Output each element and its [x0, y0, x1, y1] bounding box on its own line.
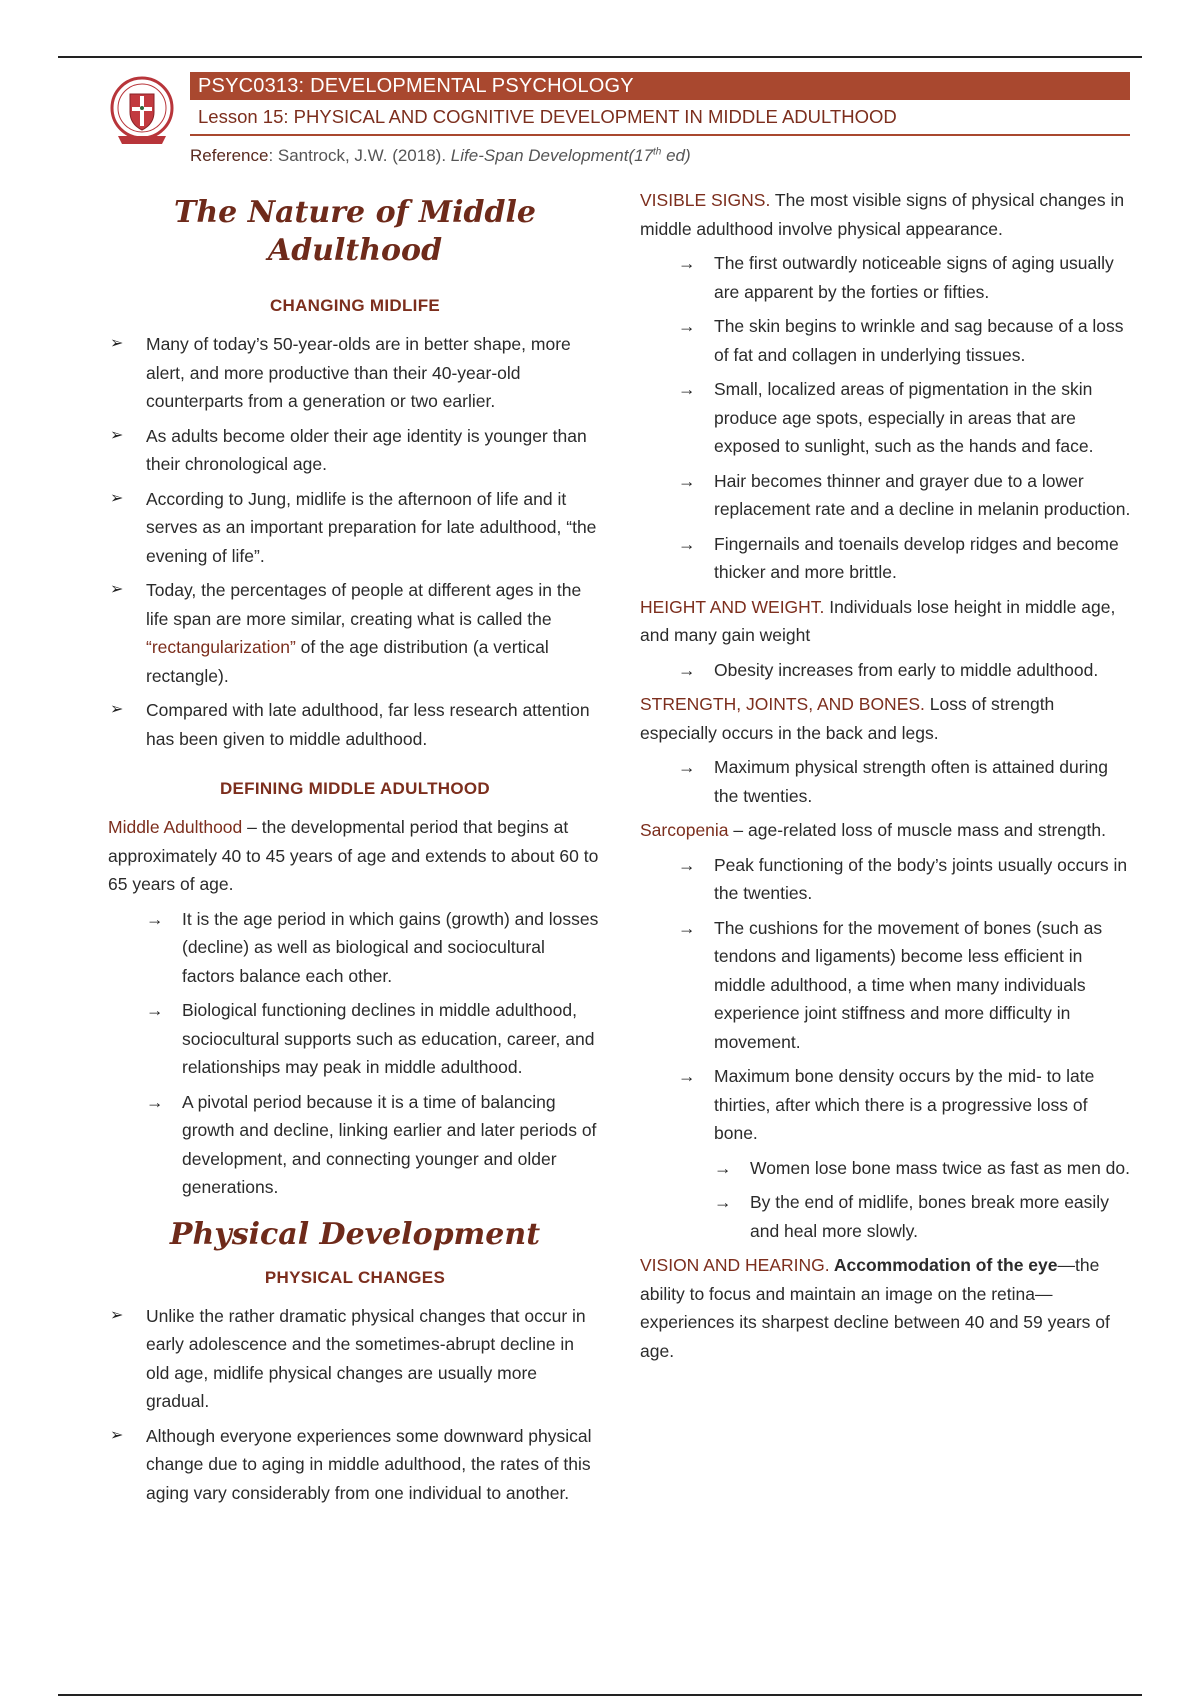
- strength-points: [640, 753, 1132, 810]
- heading-defining-middle-adulthood: DEFINING MIDDLE ADULTHOOD: [219, 779, 491, 798]
- reference-line: [190, 146, 691, 166]
- reference-edition: (17: [628, 146, 654, 165]
- header-rule: [190, 134, 1130, 136]
- list-item: → It is the age period in which gains (growth) and losses (decline) as well as biological and sociocultural factors balance each other.: [146, 905, 602, 991]
- list-item: ➢ According to Jung, midlife is the afternoon of life and it serves as an important preparation for late adulthood, “the evening of life”.: [108, 485, 602, 571]
- height-weight-lead: HEIGHT AND WEIGHT.: [640, 596, 825, 617]
- list-item: → Obesity increases from early to middle adulthood.: [678, 656, 1132, 685]
- list-item: → Peak functioning of the body’s joints usually occurs in the twenties.: [678, 851, 1132, 908]
- right-column: [640, 186, 1132, 1371]
- rectangularization-term: “rectangularization”: [146, 637, 296, 657]
- joint-points: [640, 851, 1132, 1148]
- list-item: → Hair becomes thinner and grayer due to a lower replacement rate and a decline in melanin production.: [678, 467, 1132, 524]
- list-item: [108, 576, 602, 690]
- university-seal-logo: [110, 74, 174, 160]
- list-item: → Small, localized areas of pigmentation in the skin produce age spots, especially in areas that are exposed to sunlight, such as the hands and face.: [678, 375, 1132, 461]
- list-item: → The cushions for the movement of bones (such as tendons and ligaments) become less efficient in middle adulthood, a time when many individuals experience joint stiffness and more difficulty in movement.: [678, 914, 1132, 1057]
- list-item: → Maximum bone density occurs by the mid- to late thirties, after which there is a progressive loss of bone.: [678, 1062, 1132, 1148]
- list-item: ➢ Compared with late adulthood, far less research attention has been given to middle adulthood.: [108, 696, 602, 753]
- list-item: → Maximum physical strength often is attained during the twenties.: [678, 753, 1132, 810]
- heading-physical-changes: PHYSICAL CHANGES: [264, 1267, 446, 1287]
- bottom-rule: [58, 1694, 1142, 1696]
- reference-edition-end: ed): [661, 146, 691, 165]
- heading-changing-midlife: CHANGING MIDLIFE: [269, 296, 441, 315]
- list-item: ➢ As adults become older their age identity is younger than their chronological age.: [108, 422, 602, 479]
- visible-signs-points: [640, 249, 1132, 587]
- height-weight-text: Individuals lose height in middle age, and many gain weight: [640, 596, 1116, 645]
- strength-paragraph: [640, 690, 1132, 747]
- list-item: → By the end of midlife, bones break more easily and heal more slowly.: [714, 1188, 1132, 1245]
- list-item: → The first outwardly noticeable signs of aging usually are apparent by the forties or fifties.: [678, 249, 1132, 306]
- list-item: → The skin begins to wrinkle and sag because of a loss of fat and collagen in underlying tissues.: [678, 312, 1132, 369]
- visible-signs-text: The most visible signs of physical changes in middle adulthood involve physical appearance.: [640, 190, 1125, 239]
- sarcopenia-text: – age-related loss of muscle mass and strength.: [728, 820, 1106, 840]
- vision-hearing-lead: VISION AND HEARING.: [640, 1255, 830, 1275]
- visible-signs-paragraph: [640, 186, 1132, 243]
- rect-text-pre: Today, the percentages of people at different ages in the life span are more similar, creating what is called the: [146, 580, 582, 629]
- left-column: [108, 186, 602, 1513]
- reference-text: : Santrock, J.W. (2018).: [268, 146, 451, 165]
- height-weight-points: [640, 656, 1132, 685]
- top-rule: [58, 56, 1142, 58]
- vision-hearing-text: —the ability to focus and maintain an image on the retina—experiences its sharpest decline between 40 and 59 years of age.: [640, 1255, 1110, 1361]
- physical-changes-list: [108, 1302, 602, 1508]
- strength-lead: STRENGTH, JOINTS, AND BONES.: [640, 694, 925, 714]
- list-item: ➢ Many of today’s 50-year-olds are in better shape, more alert, and more productive than their 40-year-old counterparts from a generation or two earlier.: [108, 330, 602, 416]
- reference-label: Reference: [190, 146, 269, 165]
- section-title-physical: Physical Development: [169, 1216, 541, 1252]
- visible-signs-lead: VISIBLE SIGNS.: [640, 190, 771, 210]
- accommodation-term: Accommodation of the eye: [829, 1255, 1058, 1275]
- list-item: → Women lose bone mass twice as fast as men do.: [714, 1154, 1132, 1183]
- list-item: → A pivotal period because it is a time of balancing growth and decline, linking earlier and later periods of development, and connecting younger and older generations.: [146, 1088, 602, 1202]
- definition-paragraph: [108, 813, 602, 899]
- bone-sub-points: [640, 1154, 1132, 1246]
- changing-midlife-list: [108, 330, 602, 753]
- reference-title: Life-Span Development(17th ed): [450, 146, 691, 165]
- sarcopenia-term: Sarcopenia: [640, 820, 729, 840]
- definition-text: – the developmental period that begins at approximately 40 to 45 years of age and extends to about 60 to 65 years of age.: [108, 817, 599, 894]
- lesson-title: Lesson 15: PHYSICAL AND COGNITIVE DEVELOPMENT IN MIDDLE ADULTHOOD: [198, 106, 897, 127]
- section-title-nature: The Nature of Middle Adulthood: [174, 195, 536, 268]
- list-item: → Biological functioning declines in middle adulthood, sociocultural supports such as education, career, and relationships may peak in middle adulthood.: [146, 996, 602, 1082]
- middle-adulthood-term: Middle Adulthood: [108, 817, 243, 837]
- course-title-bar: PSYC0313: DEVELOPMENTAL PSYCHOLOGY: [190, 72, 1130, 100]
- strength-text: Loss of strength especially occurs in the back and legs.: [640, 694, 1055, 743]
- list-item: → Fingernails and toenails develop ridges and become thicker and more brittle.: [678, 530, 1132, 587]
- definition-points: [108, 905, 602, 1202]
- rect-text-post: of the age distribution (a vertical rectangle).: [146, 637, 549, 686]
- height-weight-paragraph: [640, 593, 1132, 650]
- sarcopenia-paragraph: [640, 816, 1132, 845]
- list-item: ➢ Although everyone experiences some downward physical change due to aging in middle adulthood, the rates of this aging vary considerably from one individual to another.: [108, 1422, 602, 1508]
- list-item: ➢ Unlike the rather dramatic physical changes that occur in early adolescence and the sometimes-abrupt decline in old age, midlife physical changes are usually more gradual.: [108, 1302, 602, 1416]
- vision-hearing-paragraph: [640, 1251, 1132, 1365]
- reference-edition-sup: th: [653, 146, 662, 158]
